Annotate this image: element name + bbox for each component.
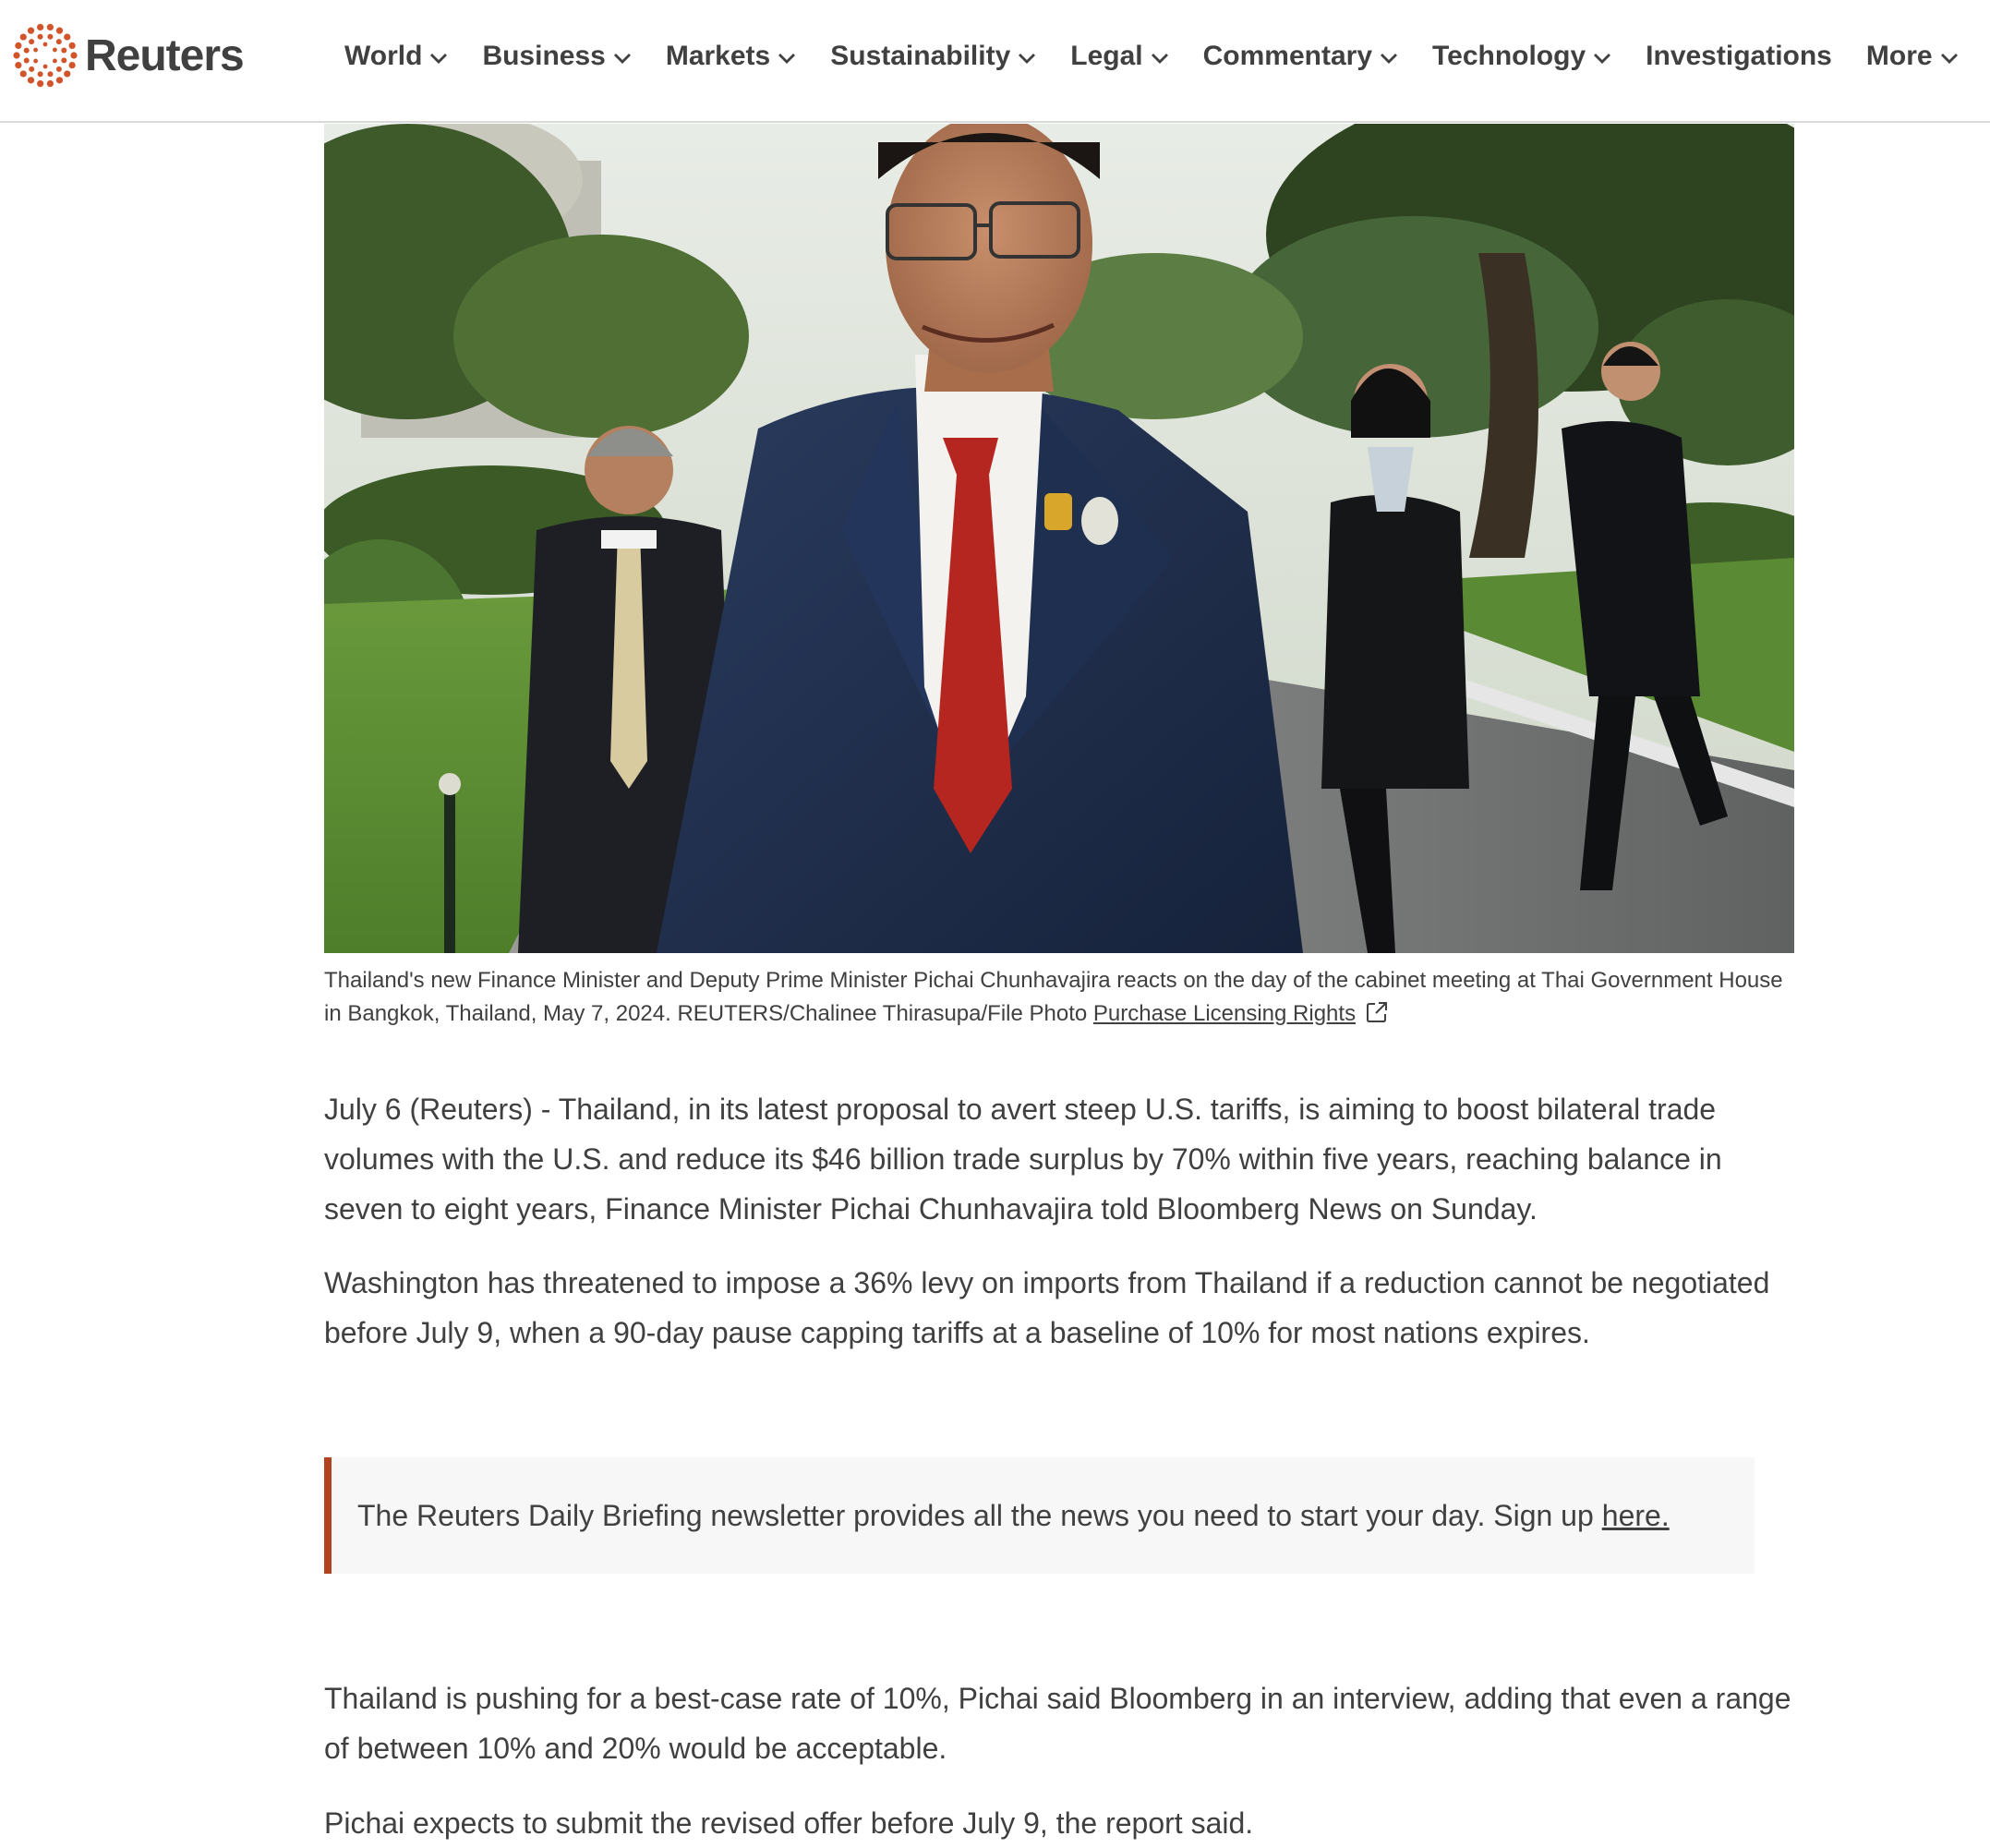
nav-item-label: Business — [482, 40, 606, 71]
nav-item-more[interactable] — [1866, 41, 1959, 72]
reuters-dots-logo-icon — [11, 21, 79, 90]
nav-item-label: Markets — [665, 40, 771, 71]
chevron-down-icon — [429, 41, 448, 72]
chevron-down-icon — [1940, 41, 1959, 72]
nav-item-label: Sustainability — [830, 40, 1011, 71]
article-paragraph-3: Thailand is pushing for a best-case rate of 10%, Pichai said Bloomberg in an interview, adding that even a range of between 10% and 20% would be acceptable. — [324, 1682, 1791, 1765]
external-link-icon[interactable] — [1365, 1000, 1389, 1034]
hero-photo — [324, 124, 1794, 953]
hero-caption — [324, 964, 1802, 1034]
chevron-down-icon — [613, 41, 632, 72]
nav-item-sustainability[interactable] — [830, 41, 1036, 72]
nav-item-legal[interactable] — [1070, 41, 1168, 72]
nav-item-technology[interactable] — [1432, 41, 1611, 72]
chevron-down-icon — [1593, 41, 1611, 72]
nav-item-label: Commentary — [1202, 40, 1373, 71]
logo-text: Reuters — [85, 30, 244, 80]
main-nav — [344, 0, 1990, 112]
site-header — [0, 0, 1990, 123]
newsletter-signup-link[interactable]: here. — [1601, 1498, 1670, 1532]
chevron-down-icon — [1151, 41, 1169, 72]
nav-item-business[interactable] — [482, 41, 631, 72]
nav-item-label: Technology — [1432, 40, 1586, 71]
nav-item-label: More — [1865, 40, 1933, 71]
newsletter-text: The Reuters Daily Briefing newsletter provides all the news you need to start your day. Sign up — [357, 1498, 1594, 1532]
purchase-licensing-link[interactable]: Purchase Licensing Rights — [1092, 1001, 1357, 1026]
nav-item-world[interactable] — [344, 41, 448, 72]
nav-item-label: Legal — [1070, 40, 1143, 71]
article-paragraph-2: Washington has threatened to impose a 36% levy on imports from Thailand if a reduction cannot be negotiated before July 9, when a 90-day pause capping tariffs at a baseline of 10% for most nations expires. — [324, 1266, 1770, 1349]
article-paragraph-4: Pichai expects to submit the revised offer before July 9, the report said. — [324, 1806, 1254, 1840]
nav-item-label: Investigations — [1646, 40, 1832, 71]
nav-item-label: World — [344, 40, 423, 71]
newsletter-callout — [324, 1457, 1755, 1574]
nav-item-commentary[interactable] — [1203, 41, 1398, 72]
chevron-down-icon — [1018, 41, 1036, 72]
caption-text: Thailand's new Finance Minister and Deputy Prime Minister Pichai Chunhavajira reacts on the day of the cabinet meeting at Thai Government House in Bangkok, Thailand, May 7, 2024. REUTERS/Chalinee Thirasupa/File Photo — [324, 968, 1783, 1026]
nav-item-investigations[interactable] — [1646, 41, 1832, 72]
article-paragraph-1: July 6 (Reuters) - Thailand, in its latest proposal to avert steep U.S. tariffs, is aiming to boost bilateral trade volumes with the U.S. and reduce its $46 billion trade surplus by 70% within five years, reaching balance in seven to eight years, Finance Minister Pichai Chunhavajira told Bloomberg News on Sunday. — [324, 1093, 1722, 1226]
chevron-down-icon — [1380, 41, 1398, 72]
nav-item-markets[interactable] — [666, 41, 796, 72]
reuters-logo[interactable] — [11, 20, 244, 91]
chevron-down-icon — [778, 41, 796, 72]
